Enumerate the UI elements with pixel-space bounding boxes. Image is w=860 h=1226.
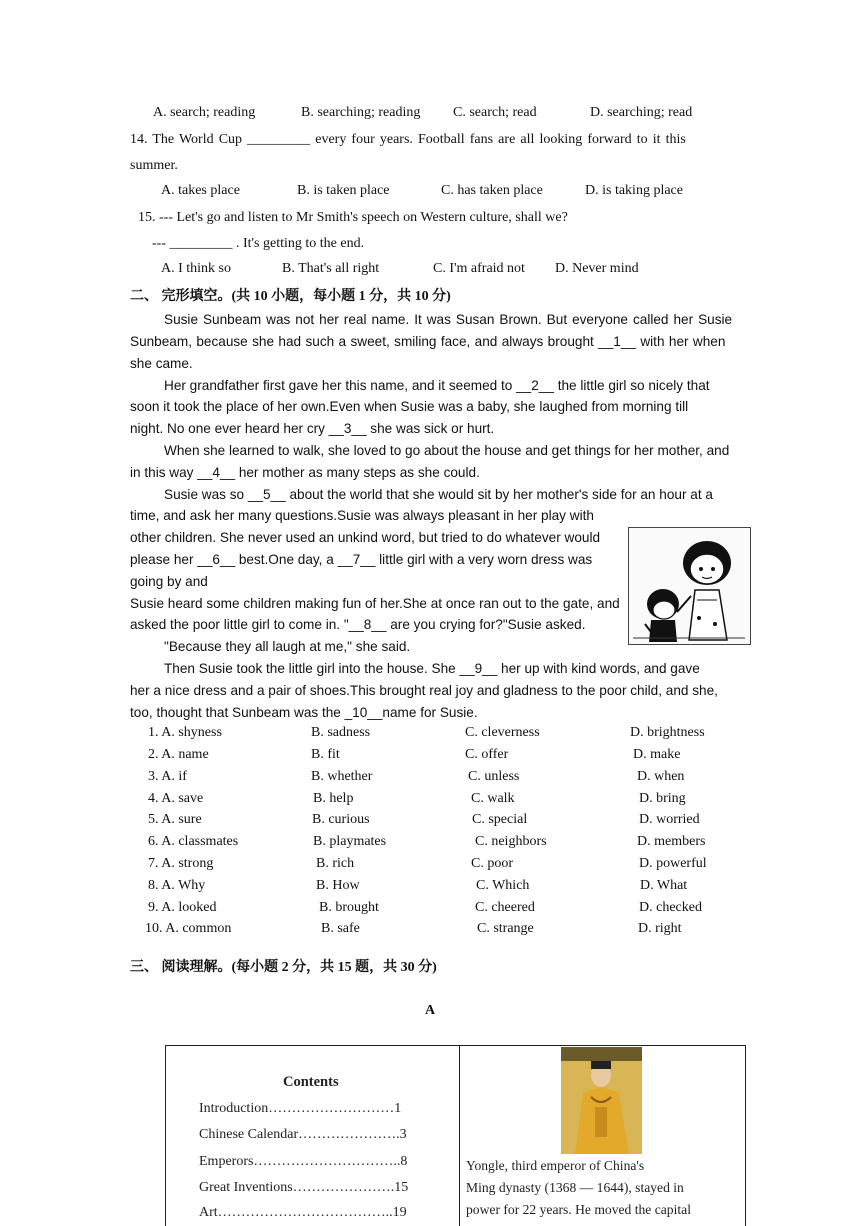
choice-4-a: 4. A. save [148, 791, 204, 806]
q14-stem-line2: summer. [130, 158, 178, 173]
choice-6-b: B. playmates [313, 834, 387, 849]
choice-10-b: B. safe [321, 921, 360, 936]
q15-option-a: A. I think so [161, 261, 231, 276]
passage-line: When she learned to walk, she loved to go about the house and get things for her mother, and [164, 443, 730, 458]
passage-a-label: A [425, 1003, 436, 1018]
choice-9-a: 9. A. looked [148, 900, 217, 915]
choice-1-c: C. cleverness [465, 725, 540, 740]
toc-item: Art………………………………..19 [199, 1205, 407, 1220]
passage-line: Susie heard some children making fun of her.She at once ran out to the gate, and [130, 596, 620, 611]
passage-line: "Because they all laugh at me," she said. [164, 639, 411, 654]
choice-4-d: D. bring [639, 791, 686, 806]
q14-option-a: A. takes place [161, 183, 240, 198]
q15-stem-line1: 15. --- Let's go and listen to Mr Smith's speech on Western culture, shall we? [138, 210, 568, 225]
toc-item: Introduction………………………1 [199, 1101, 402, 1116]
choice-10-a: 10. A. common [145, 921, 232, 936]
toc-item: Emperors…………………………..8 [199, 1154, 408, 1169]
passage-line: Susie was so __5__ about the world that she would sit by her mother's side for an hour at a [164, 487, 713, 502]
q14-option-b: B. is taken place [297, 183, 390, 198]
table-divider [459, 1046, 460, 1226]
children-illustration [628, 527, 751, 645]
choice-4-b: B. help [313, 791, 354, 806]
q13-option-a: A. search; reading [153, 105, 256, 120]
passage-line: soon it took the place of her own.Even when Susie was a baby, she laughed from morning till [130, 399, 689, 414]
choice-2-d: D. make [633, 747, 681, 762]
q15-option-c: C. I'm afraid not [433, 261, 525, 276]
passage-line: Sunbeam, because she had such a sweet, smiling face, and always brought __1__ with her when [130, 334, 726, 349]
passage-a-line: power for 22 years. He moved the capital [466, 1202, 691, 1217]
choice-2-b: B. fit [311, 747, 340, 762]
contents-title: Contents [283, 1074, 339, 1090]
choice-7-c: C. poor [471, 856, 513, 871]
q13-option-b: B. searching; reading [301, 105, 421, 120]
passage-line: in this way __4__ her mother as many steps as she could. [130, 465, 480, 480]
passage-line: too, thought that Sunbeam was the _10__name for Susie. [130, 705, 478, 720]
choice-7-a: 7. A. strong [148, 856, 214, 871]
choice-7-b: B. rich [316, 856, 355, 871]
toc-item: Great Inventions………………….15 [199, 1180, 409, 1195]
passage-a-line: Ming dynasty (1368 — 1644), stayed in [466, 1180, 684, 1195]
choice-1-a: 1. A. shyness [148, 725, 222, 740]
choice-5-c: C. special [472, 812, 528, 827]
q15-option-d: D. Never mind [555, 261, 639, 276]
passage-line: Her grandfather first gave her this name, and it seemed to __2__ the little girl so nicely that [164, 378, 710, 393]
emperor-portrait-icon [561, 1047, 642, 1154]
choice-10-d: D. right [638, 921, 682, 936]
choice-9-b: B. brought [319, 900, 379, 915]
passage-line: asked the poor little girl to come in. "__8__ are you crying for?"Susie asked. [130, 617, 586, 632]
choice-3-d: D. when [637, 769, 685, 784]
choice-5-d: D. worried [639, 812, 700, 827]
q15-stem-line2: --- _________ . It's getting to the end. [152, 236, 365, 251]
passage-line: other children. She never used an unkind word, but tried to do whatever would [130, 530, 601, 545]
choice-8-c: C. Which [476, 878, 530, 893]
passage-line: time, and ask her many questions.Susie was always pleasant in her play with [130, 508, 594, 523]
passage-line: her a nice dress and a pair of shoes.This brought real joy and gladness to the poor child, and she, [130, 683, 718, 698]
choice-2-a: 2. A. name [148, 747, 209, 762]
passage-line: night. No one ever heard her cry __3__ she was sick or hurt. [130, 421, 495, 436]
q14-option-d: D. is taking place [585, 183, 683, 198]
q13-option-d: D. searching; read [590, 105, 693, 120]
q13-option-c: C. search; read [453, 105, 537, 120]
emperor-portrait [561, 1047, 642, 1154]
choice-7-d: D. powerful [639, 856, 707, 871]
choice-6-c: C. neighbors [475, 834, 547, 849]
choice-1-d: D. brightness [630, 725, 705, 740]
q15-option-b: B. That's all right [282, 261, 380, 276]
choice-4-c: C. walk [471, 791, 515, 806]
choice-5-b: B. curious [312, 812, 370, 827]
toc-item: Chinese Calendar………………….3 [199, 1127, 407, 1142]
q14-option-c: C. has taken place [441, 183, 543, 198]
choice-8-b: B. How [316, 878, 360, 893]
choice-5-a: 5. A. sure [148, 812, 202, 827]
choice-3-c: C. unless [468, 769, 520, 784]
passage-line: Then Susie took the little girl into the house. She __9__ her up with kind words, and gave [164, 661, 700, 676]
q14-stem-line1: 14. The World Cup _________ every four years. Football fans are all looking forward to it this [130, 132, 686, 147]
choice-8-a: 8. A. Why [148, 878, 206, 893]
section-3-heading: 三、 阅读理解。(每小题 2 分，共 15 题，共 30 分) [130, 960, 437, 975]
choice-8-d: D. What [640, 878, 688, 893]
passage-line: Susie Sunbeam was not her real name. It was Susan Brown. But everyone called her Susie [164, 312, 733, 327]
choice-3-b: B. whether [311, 769, 373, 784]
choice-9-c: C. cheered [475, 900, 535, 915]
choice-9-d: D. checked [639, 900, 702, 915]
choice-6-a: 6. A. classmates [148, 834, 239, 849]
passage-a-line: Yongle, third emperor of China's [466, 1158, 645, 1173]
passage-line: she came. [130, 356, 193, 371]
passage-a-table [165, 1045, 746, 1226]
passage-line: please her __6__ best.One day, a __7__ little girl with a very worn dress was [130, 552, 593, 567]
children-drawing-icon [629, 528, 750, 644]
choice-2-c: C. offer [465, 747, 509, 762]
choice-3-a: 3. A. if [148, 769, 187, 784]
choice-10-c: C. strange [477, 921, 534, 936]
choice-6-d: D. members [637, 834, 706, 849]
section-2-heading: 二、 完形填空。(共 10 小题，每小题 1 分，共 10 分) [130, 289, 451, 304]
passage-line: going by and [130, 574, 208, 589]
choice-1-b: B. sadness [311, 725, 371, 740]
